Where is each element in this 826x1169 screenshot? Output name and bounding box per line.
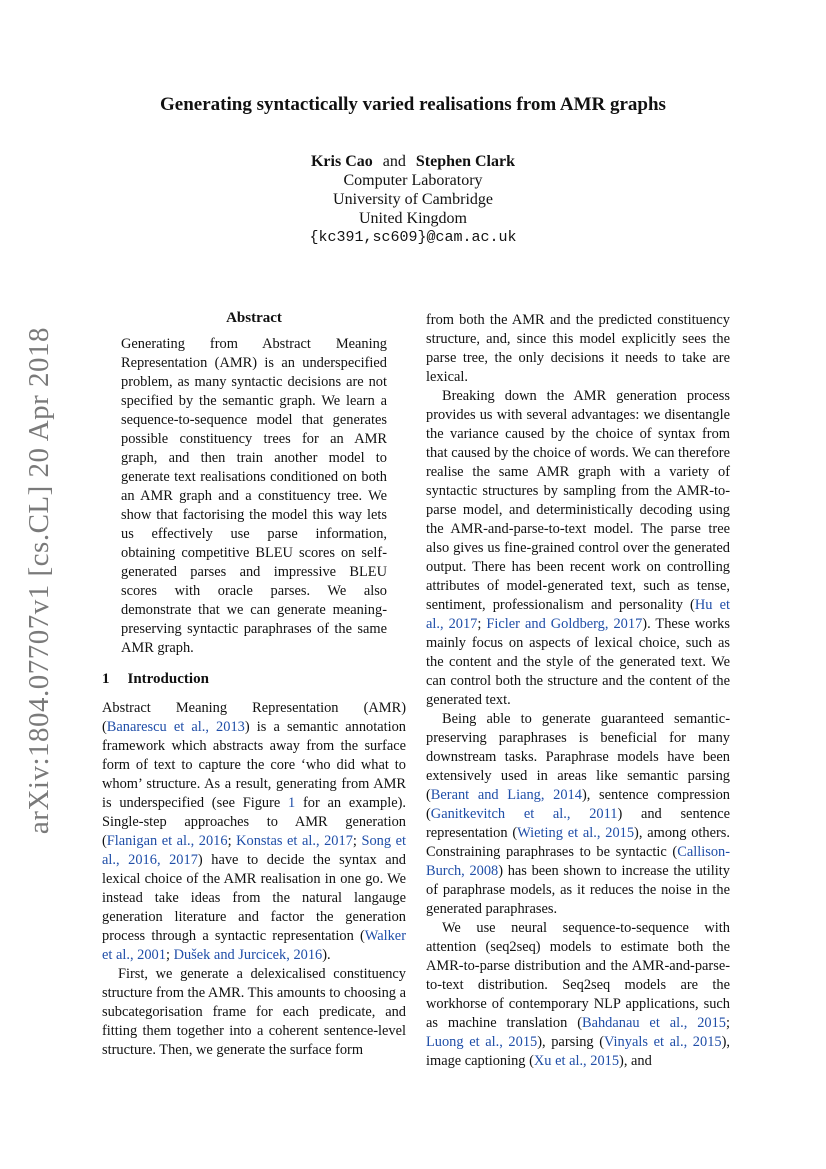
- citation-link[interactable]: Walker et al., 2001: [102, 928, 406, 963]
- section-heading-introduction: [102, 670, 406, 689]
- abstract-text: Generating from Abstract Meaning Representation (AMR) is an underspecified problem, as many syntactic decisions are not specified by the semantic graph. We learn a sequence-to-sequence model that generates possible constituency trees for an AMR graph, and then train another model to generate text realisations conditioned on both an AMR graph and a constituency tree. We show that factorising the model this way lets us effectively use parse information, obtaining competitive BLEU scores on self-generated parses and impressive BLEU scores with oracle parses. We also demonstrate that we can generate meaning-preserving syntactic paraphrases of the same AMR graph.: [121, 336, 387, 656]
- paper-title: Generating syntactically varied realisations from AMR graphs: [160, 94, 666, 115]
- left-column: [102, 309, 406, 1060]
- author-conjunction: and: [382, 153, 406, 170]
- intro-paragraph-3: Breaking down the AMR generation process provides us with several advantages: we disentangle the variance caused by the choice of syntax from that caused by the choice of words. We can therefore realise the same AMR graph with a variety of syntactic structures by sampling from the AMR-to-parse model, and deterministically decoding using the AMR-and-parse-to-text model. The parse tree also gives us fine-grained control over the generated output. There has been recent work on controlling attributes of model-generated text, such as tense, sentiment, professionalism and personality (Hu et al., 2017; Ficler and Goldberg, 2017). These works mainly focus on aspects of lexical choice, such as the content and the style of the generated text. We can control both the structure and the content of the generated text.: [426, 388, 730, 708]
- citation-link[interactable]: Flanigan et al., 2016: [106, 833, 228, 849]
- citation-link[interactable]: Bahdanau et al., 2015: [581, 1015, 726, 1031]
- affiliation-line-1: Computer Laboratory: [343, 172, 483, 189]
- author-1: Kris Cao: [310, 153, 373, 170]
- citation-link[interactable]: Hu et al., 2017: [426, 597, 730, 632]
- affiliation-line-2: University of Cambridge: [333, 191, 493, 208]
- author-names: [0, 152, 826, 171]
- citation-link[interactable]: Berant and Liang, 2014: [430, 787, 582, 803]
- citation-link[interactable]: Ficler and Goldberg, 2017: [486, 616, 643, 632]
- citation-link[interactable]: Ganitkevitch et al., 2011: [430, 806, 618, 822]
- affiliation-line-3: United Kingdom: [359, 210, 467, 227]
- citation-link[interactable]: Konstas et al., 2017: [236, 833, 353, 849]
- citation-link[interactable]: Vinyals et al., 2015: [604, 1034, 722, 1050]
- intro-paragraph-1: Abstract Meaning Representation (AMR) (Banarescu et al., 2013) is a semantic annotation framework which abstracts away from the surface form of text to capture the core ‘who did what to whom’ structure. As a result, generating from AMR is underspecified (see Figure 1 for an example). Single-step approaches to AMR generation (Flanigan et al., 2016; Konstas et al., 2017; Song et al., 2016, 2017) have to decide the syntax and lexical choice of the AMR realisation in one go. We instead take ideas from the natural langauge generation literature and factor the generation process through a syntactic representation (Walker et al., 2001; Dušek and Jurcicek, 2016).: [102, 700, 407, 963]
- intro-paragraph-2-continued: from both the AMR and the predicted constituency structure, and, since this model explicitly sees the parse tree, the only decisions it needs to take are lexical.: [426, 312, 730, 385]
- author-2: Stephen Clark: [415, 153, 515, 170]
- citation-link[interactable]: Wieting et al., 2015: [517, 825, 635, 841]
- section-number: 1: [102, 671, 110, 687]
- author-block: [0, 152, 826, 247]
- intro-paragraph-2: First, we generate a delexicalised constituency structure from the AMR. This amounts to choosing a subcategorisation frame for each predicate, and fitting them together into a coherent sentence-level structure. Then, we generate the surface form: [102, 966, 406, 1058]
- arxiv-identifier: [20, 326, 60, 834]
- citation-link[interactable]: Callison-Burch, 2008: [426, 844, 730, 879]
- right-column: [426, 311, 730, 1071]
- figure-ref-link[interactable]: 1: [288, 795, 296, 811]
- arxiv-id-text: arXiv:1804.07707v1 [cs.CL] 20 Apr 2018: [23, 326, 56, 834]
- abstract-heading: Abstract: [226, 310, 282, 326]
- author-email: {kc391,sc609}@cam.ac.uk: [309, 229, 517, 246]
- intro-paragraph-5: We use neural sequence-to-sequence with attention (seq2seq) models to estimate both the AMR-to-parse distribution and the AMR-and-parse-to-text distribution. Seq2seq models are the workhorse of contemporary NLP applications, such as machine translation (Bahdanau et al., 2015; Luong et al., 2015), parsing (Vinyals et al., 2015), image captioning (Xu et al., 2015), and: [426, 920, 730, 1069]
- citation-link[interactable]: Xu et al., 2015: [533, 1053, 620, 1069]
- citation-link[interactable]: Dušek and Jurcicek, 2016: [173, 947, 323, 963]
- citation-link[interactable]: Song et al., 2016, 2017: [102, 833, 406, 868]
- citation-link[interactable]: Luong et al., 2015: [426, 1034, 538, 1050]
- section-title: Introduction: [127, 671, 209, 687]
- citation-link[interactable]: Banarescu et al., 2013: [106, 719, 245, 735]
- intro-paragraph-4: Being able to generate guaranteed semantic-preserving paraphrases is beneficial for many downstream tasks. Paraphrase models have been extensively used in areas like semantic parsing (Berant and Liang, 2014), sentence compression (Ganitkevitch et al., 2011) and sentence representation (Wieting et al., 2015), among others. Constraining paraphrases to be syntactic (Callison-Burch, 2008) has been shown to increase the utility of paraphrase models, as it reduces the noise in the generated paraphrases.: [426, 711, 730, 917]
